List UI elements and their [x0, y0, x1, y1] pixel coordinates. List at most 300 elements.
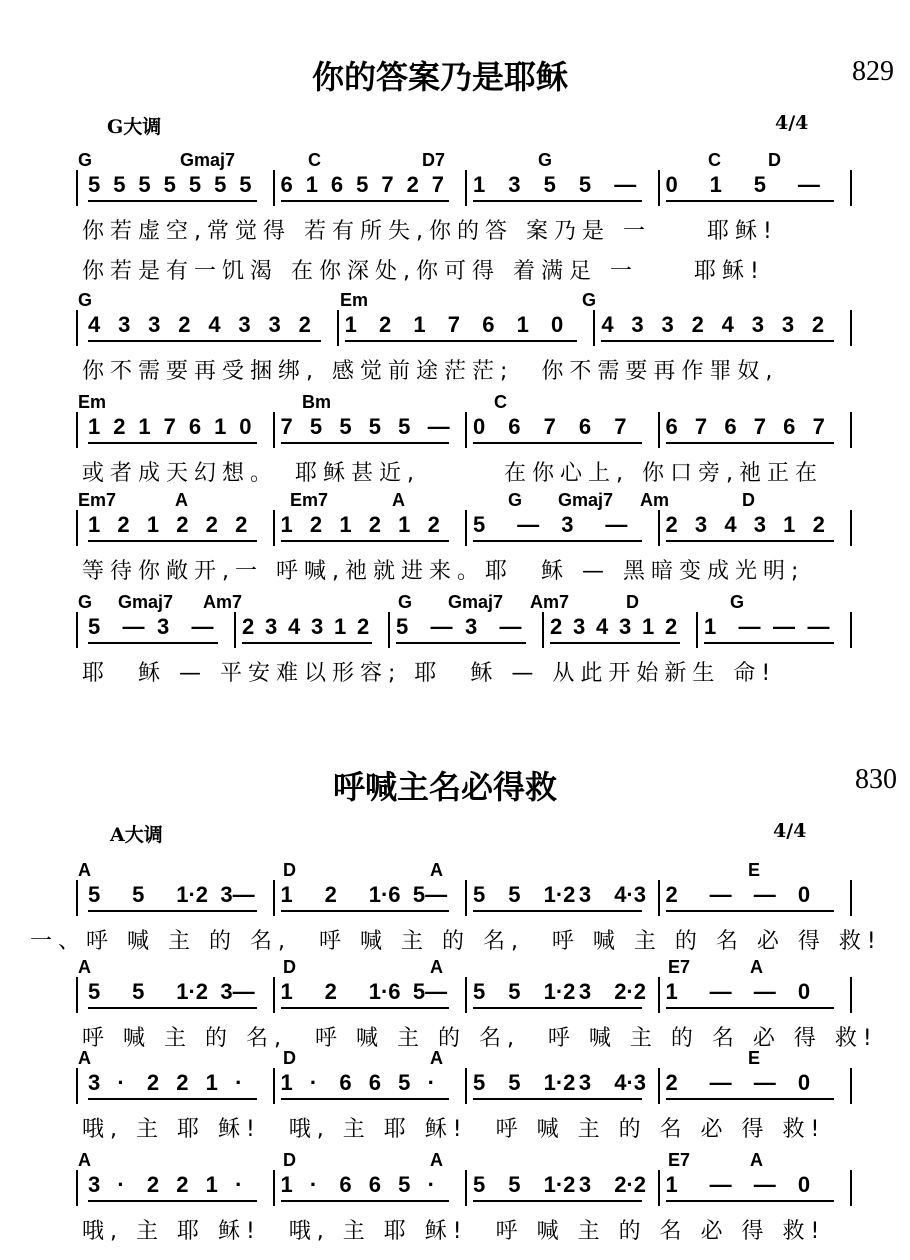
time-signature: 4/4	[775, 112, 809, 134]
beam-underline	[88, 1098, 257, 1100]
note: 5	[473, 1172, 486, 1197]
note: 3	[157, 614, 170, 639]
chord-symbol: A	[750, 1150, 763, 1170]
barline	[658, 412, 660, 448]
barline	[273, 977, 275, 1013]
note: 4	[88, 312, 101, 337]
note: 3	[694, 512, 708, 537]
note: 2	[665, 1070, 678, 1095]
note: 2	[324, 882, 337, 907]
chord-symbol: D	[283, 860, 296, 880]
note: 3—	[220, 882, 255, 907]
note: ·	[427, 1070, 435, 1095]
note: —	[122, 614, 145, 639]
barline	[465, 880, 467, 916]
barline	[542, 612, 544, 648]
chord-symbol: Bm	[302, 392, 332, 412]
chord-symbol: D	[768, 150, 781, 170]
note: 1	[214, 414, 227, 439]
beam-underline	[88, 540, 257, 542]
note: 1	[709, 172, 722, 197]
note: 3	[508, 172, 521, 197]
lyric-line: 你不需要再受捆绑, 感觉前途茫茫; 你不需要再作罪奴,	[82, 359, 779, 384]
note: 5	[508, 979, 521, 1004]
note: 6	[724, 414, 737, 439]
note: 0	[239, 414, 252, 439]
note: —	[797, 172, 820, 197]
note: 5—	[412, 979, 448, 1004]
note: ·	[117, 1172, 125, 1197]
note: 1	[665, 979, 678, 1004]
note: 3	[578, 882, 592, 907]
barline	[850, 170, 852, 206]
note: 7	[381, 172, 394, 197]
note: 3	[88, 1172, 101, 1197]
barline	[465, 977, 467, 1013]
note: 5	[398, 414, 411, 439]
note: 5	[113, 172, 126, 197]
note: 1·2	[543, 979, 576, 1004]
note: 3	[265, 614, 278, 639]
note: 1	[305, 172, 318, 197]
lyric-line: 你若虚空,常觉得 若有所失,你的答 案乃是 一 耶稣!	[82, 219, 778, 244]
note: 2	[368, 512, 381, 537]
note: 2	[427, 512, 440, 537]
note: 5	[396, 614, 409, 639]
barline	[850, 510, 852, 546]
beam-underline	[88, 910, 257, 912]
barline	[273, 1068, 275, 1104]
beam-underline	[88, 340, 321, 342]
note: 5	[88, 614, 101, 639]
note: 5	[132, 882, 145, 907]
note: 1	[280, 512, 293, 537]
note: 6	[508, 414, 521, 439]
note: 1·6	[368, 979, 401, 1004]
beam-underline	[281, 200, 450, 202]
barline	[273, 170, 275, 206]
note: 1	[88, 512, 101, 537]
chord-symbol: E	[748, 1048, 761, 1068]
barline	[76, 510, 78, 546]
chord-symbol: Gmaj7	[448, 592, 504, 612]
note: 5	[309, 414, 323, 439]
note: 2	[146, 1172, 160, 1197]
note: 1·2	[176, 979, 209, 1004]
chord-symbol: A	[392, 490, 405, 510]
note: 5	[239, 172, 252, 197]
chord-symbol: Em	[78, 392, 107, 412]
chord-symbol: G	[78, 592, 93, 612]
beam-underline	[396, 642, 526, 644]
note: 2	[113, 414, 126, 439]
barline	[465, 412, 467, 448]
lyric-line: 哦, 主 耶 稣! 哦, 主 耶 稣! 呼 喊 主 的 名 必 得 救!	[82, 1219, 826, 1244]
note: 7	[280, 414, 293, 439]
note: 4·3	[614, 1070, 646, 1095]
note: —	[753, 979, 776, 1004]
note: 5	[339, 414, 352, 439]
note: 0	[473, 414, 486, 439]
hymn-number: 830	[855, 764, 897, 795]
note: 3	[118, 312, 131, 337]
barline	[76, 1068, 78, 1104]
note: 1	[138, 414, 151, 439]
note: ·	[117, 1070, 125, 1095]
hymn-title: 呼喊主名必得救	[333, 768, 558, 806]
barline	[337, 310, 339, 346]
note: —	[709, 1172, 732, 1197]
note: ·	[235, 1070, 243, 1095]
beam-underline	[281, 540, 450, 542]
note: —	[773, 614, 795, 639]
note: 6	[280, 172, 293, 197]
note: 1	[280, 979, 293, 1004]
note: 1·2	[176, 882, 209, 907]
note: 0	[797, 1070, 811, 1095]
barline	[850, 1068, 852, 1104]
key-signature: A大调	[110, 824, 163, 846]
barline	[76, 1170, 78, 1206]
note: ·	[235, 1172, 243, 1197]
note: 2	[357, 614, 370, 639]
chord-symbol: Em	[340, 290, 369, 310]
note: 3	[578, 979, 592, 1004]
barline	[76, 880, 78, 916]
beam-underline	[704, 642, 834, 644]
note: 1	[280, 1172, 293, 1197]
note: 1	[413, 312, 426, 337]
note: 3	[268, 312, 281, 337]
barline	[273, 510, 275, 546]
note: 2	[178, 312, 191, 337]
chord-symbol: A	[430, 1048, 443, 1068]
barline	[850, 310, 852, 346]
note: —	[709, 979, 732, 1004]
chord-symbol: A	[430, 860, 443, 880]
lyric-line: 或者成天幻想。 耶稣甚近, 在你心上, 你口旁,祂正在	[82, 461, 823, 486]
note: 4	[601, 312, 614, 337]
note: 3—	[220, 979, 255, 1004]
chord-symbol: Am7	[203, 592, 243, 612]
note: 5	[188, 172, 202, 197]
note: 1	[205, 1172, 218, 1197]
barline	[850, 977, 852, 1013]
beam-underline	[88, 1007, 257, 1009]
note: 1	[783, 512, 796, 537]
note: 1	[665, 1172, 678, 1197]
note: 5	[88, 979, 101, 1004]
beam-underline	[666, 200, 835, 202]
note: 1	[280, 882, 293, 907]
note: 7	[753, 414, 766, 439]
beam-underline	[473, 1200, 642, 1202]
barline	[658, 880, 660, 916]
note: 2	[117, 512, 130, 537]
time-signature: 4/4	[773, 820, 807, 842]
note: 2	[691, 312, 704, 337]
note: —	[753, 1070, 776, 1095]
note: 2	[324, 979, 337, 1004]
barline	[658, 170, 660, 206]
chord-symbol: E	[748, 860, 761, 880]
note: —	[753, 1172, 776, 1197]
note: 3	[148, 312, 161, 337]
note: 6	[330, 172, 344, 197]
note: 3	[573, 614, 586, 639]
note: 5	[473, 979, 486, 1004]
note: —	[614, 172, 637, 197]
barline	[850, 612, 852, 648]
chord-symbol: Gmaj7	[558, 490, 614, 510]
barline	[465, 170, 467, 206]
note: —	[499, 614, 522, 639]
chord-symbol: D	[283, 1048, 296, 1068]
chord-symbol: D7	[422, 150, 446, 170]
note: —	[430, 614, 453, 639]
barline	[850, 880, 852, 916]
chord-symbol: G	[582, 290, 597, 310]
beam-underline	[666, 442, 835, 444]
note: —	[605, 512, 628, 537]
beam-underline	[281, 1200, 450, 1202]
chord-symbol: Am	[640, 490, 670, 510]
barline	[234, 612, 236, 648]
beam-underline	[550, 642, 680, 644]
chord-symbol: E7	[668, 957, 691, 977]
note: 2	[309, 512, 323, 537]
chord-symbol: G	[508, 490, 523, 510]
chord-symbol: A	[78, 860, 91, 880]
note: 2	[298, 312, 311, 337]
note: 2	[550, 614, 563, 639]
note: 0	[550, 312, 564, 337]
note: 3	[88, 1070, 101, 1095]
barline	[658, 1170, 660, 1206]
barline	[696, 612, 698, 648]
beam-underline	[88, 200, 257, 202]
note: 5	[543, 172, 556, 197]
note: 6	[783, 414, 796, 439]
note: 2	[176, 1070, 189, 1095]
note: 4	[288, 614, 301, 639]
note: 1	[344, 312, 357, 337]
barline	[850, 1170, 852, 1206]
chord-symbol: Em7	[78, 490, 117, 510]
beam-underline	[345, 340, 578, 342]
note: 5	[132, 979, 145, 1004]
note: 5	[473, 882, 486, 907]
note: 1	[339, 512, 352, 537]
barline	[658, 977, 660, 1013]
chord-symbol: A	[78, 1048, 91, 1068]
beam-underline	[473, 1098, 642, 1100]
barline	[388, 612, 390, 648]
note: 5	[163, 172, 176, 197]
note: 6	[482, 312, 495, 337]
note: 2	[242, 614, 255, 639]
note: 7	[694, 414, 708, 439]
note: 1	[473, 172, 486, 197]
chord-symbol: Gmaj7	[118, 592, 174, 612]
barline	[658, 510, 660, 546]
note: 3	[578, 1172, 592, 1197]
beam-underline	[281, 910, 450, 912]
note: —	[709, 1070, 732, 1095]
lyric-line: 耶 稣 — 平安难以形容; 耶 稣 — 从此开始新生 命!	[82, 661, 777, 686]
barline	[593, 310, 595, 346]
note: 4·3	[614, 882, 646, 907]
note: 2·2	[614, 979, 646, 1004]
note: 1	[280, 1070, 293, 1095]
chord-symbol: A	[175, 490, 188, 510]
barline	[76, 310, 78, 346]
note: —	[807, 614, 830, 639]
note: —	[709, 882, 732, 907]
note: 1·2	[543, 882, 576, 907]
note: 0	[797, 979, 811, 1004]
note: 5	[508, 1070, 521, 1095]
chord-symbol: A	[78, 957, 91, 977]
note: 2	[665, 614, 678, 639]
note: 5	[473, 512, 486, 537]
note: 7	[543, 414, 556, 439]
lyric-line: 一、呼 喊 主 的 名, 呼 喊 主 的 名, 呼 喊 主 的 名 必 得 救!	[30, 929, 882, 954]
chord-symbol: E7	[668, 1150, 691, 1170]
note: 2	[665, 882, 678, 907]
note: 6	[578, 414, 592, 439]
note: 2	[406, 172, 419, 197]
chord-symbol: Em7	[290, 490, 329, 510]
note: 3	[619, 614, 632, 639]
note: 5	[356, 172, 369, 197]
note: —	[191, 614, 214, 639]
note: 1·6	[368, 882, 401, 907]
note: 7	[431, 172, 445, 197]
beam-underline	[601, 340, 834, 342]
note: 7	[614, 414, 627, 439]
beam-underline	[281, 1007, 450, 1009]
note: 0	[797, 1172, 811, 1197]
note: 4	[721, 312, 734, 337]
note: 1·2	[543, 1172, 576, 1197]
beam-underline	[666, 1007, 835, 1009]
barline	[465, 1068, 467, 1104]
note: ·	[309, 1172, 318, 1197]
note: —	[427, 414, 450, 439]
barline	[465, 510, 467, 546]
note: 7	[163, 414, 176, 439]
chord-symbol: C	[308, 150, 321, 170]
beam-underline	[666, 540, 835, 542]
beam-underline	[666, 1098, 835, 1100]
note: 2	[176, 512, 189, 537]
note: 6	[665, 414, 678, 439]
barline	[850, 412, 852, 448]
beam-underline	[281, 1098, 450, 1100]
note: 0	[797, 882, 811, 907]
note: 1	[704, 614, 717, 639]
chord-symbol: A	[430, 1150, 443, 1170]
barline	[76, 977, 78, 1013]
note: 1	[146, 512, 160, 537]
note: 1	[642, 614, 655, 639]
note: 6	[368, 1070, 381, 1095]
chord-symbol: D	[283, 1150, 296, 1170]
lyric-line: 你若是有一饥渴 在你深处,你可得 着满足 一 耶稣!	[82, 259, 765, 284]
chord-symbol: C	[708, 150, 721, 170]
note: —	[738, 614, 761, 639]
note: 6	[339, 1172, 352, 1197]
note: —	[517, 512, 540, 537]
barline	[76, 170, 78, 206]
chord-symbol: G	[538, 150, 553, 170]
lyric-line: 呼 喊 主 的 名, 呼 喊 主 的 名, 呼 喊 主 的 名 必 得 救!	[82, 1026, 878, 1051]
note: 5	[398, 1172, 411, 1197]
note: 3	[578, 1070, 592, 1095]
chord-symbol: G	[78, 150, 93, 170]
note: 4	[724, 512, 737, 537]
note: ·	[309, 1070, 318, 1095]
lyric-line: 等待你敞开,一 呼喊,祂就进来。耶 稣 — 黑暗变成光明;	[82, 559, 805, 584]
note: 3	[751, 312, 764, 337]
note: 4	[208, 312, 221, 337]
chord-symbol: G	[398, 592, 413, 612]
note: 1	[398, 512, 411, 537]
beam-underline	[666, 910, 835, 912]
chord-symbol: A	[78, 1150, 91, 1170]
barline	[273, 1170, 275, 1206]
chord-symbol: Am7	[530, 592, 570, 612]
beam-underline	[88, 442, 257, 444]
note: 2	[205, 512, 218, 537]
chord-symbol: D	[742, 490, 755, 510]
beam-underline	[88, 1200, 257, 1202]
beam-underline	[281, 442, 450, 444]
note: —	[753, 882, 776, 907]
chord-symbol: D	[626, 592, 639, 612]
note: ·	[427, 1172, 435, 1197]
note: 2	[146, 1070, 160, 1095]
hymn-number: 829	[852, 56, 894, 87]
beam-underline	[473, 910, 642, 912]
note: 3	[238, 312, 251, 337]
key-signature: G大调	[107, 116, 162, 138]
note: 5	[508, 1172, 521, 1197]
note: 7	[812, 414, 825, 439]
barline	[465, 1170, 467, 1206]
hymn-title: 你的答案乃是耶稣	[312, 58, 569, 96]
lyric-line: 哦, 主 耶 稣! 哦, 主 耶 稣! 呼 喊 主 的 名 必 得 救!	[82, 1117, 826, 1142]
barline	[76, 612, 78, 648]
beam-underline	[473, 1007, 642, 1009]
chord-symbol: C	[494, 392, 507, 412]
note: 2·2	[614, 1172, 646, 1197]
chord-symbol: A	[430, 957, 443, 977]
note: 1	[516, 312, 529, 337]
note: 1	[205, 1070, 218, 1095]
note: 5	[368, 414, 381, 439]
note: 3	[661, 312, 674, 337]
note: 3	[753, 512, 766, 537]
note: 2	[811, 312, 825, 337]
barline	[658, 1068, 660, 1104]
note: 2	[176, 1172, 189, 1197]
note: 1	[334, 614, 347, 639]
note: 3	[781, 312, 795, 337]
chord-symbol: G	[78, 290, 93, 310]
note: 7	[447, 312, 461, 337]
